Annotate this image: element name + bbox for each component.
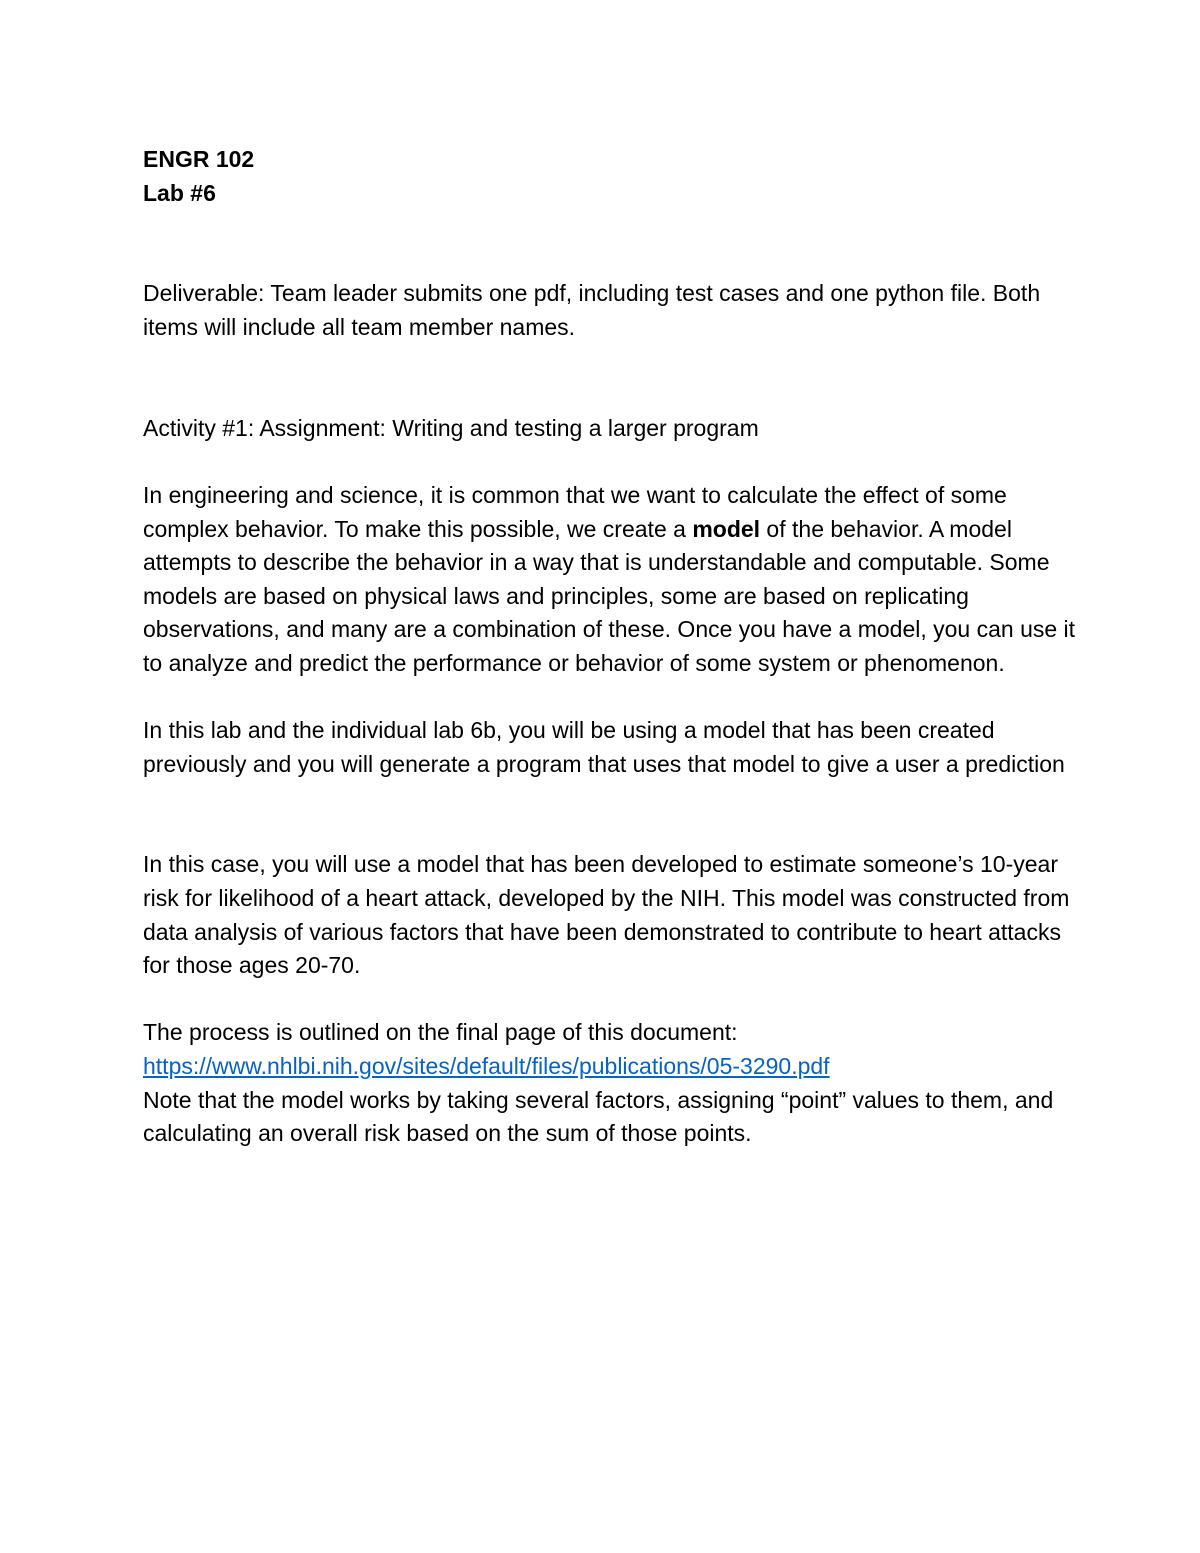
process-note: Note that the model works by taking several factors, assigning “point” values to them, and calculating an overall risk based on the sum of those points. (143, 1086, 1054, 1147)
spacer (143, 210, 1078, 277)
spacer (143, 681, 1078, 715)
lab-paragraph: In this lab and the individual lab 6b, you will be using a model that has been created previously and you will generate a program that uses that model to give a user a prediction (143, 717, 1065, 777)
deliverable-paragraph: Deliverable: Team leader submits one pdf, including test cases and one python file. Both items will include all team member names. (143, 280, 1041, 340)
document-body (143, 143, 1078, 1151)
intro-paragraph (143, 479, 1078, 681)
model-bold-word: model (692, 515, 761, 542)
spacer (143, 445, 1078, 479)
course-title: ENGR 102 (143, 146, 255, 172)
process-intro: The process is outlined on the final page of this document: (143, 1019, 738, 1046)
intro-text-after: of the behavior. A model attempts to describe the behavior in a way that is understandable and computable. Some models are based on physical laws and principles, some are based on replicating observations, and many are a combination of these. Once you have a model, you can use it to analyze and predict the performance or behavior of some system or phenomenon. (143, 515, 1076, 676)
intro-text-before: In engineering and science, it is common that we want to calculate the effect of some complex behavior. To make this possible, we create a (143, 481, 1007, 542)
activity-heading: Activity #1: Assignment: Writing and testing a larger program (143, 414, 759, 441)
lab-title: Lab #6 (143, 179, 216, 206)
case-paragraph: In this case, you will use a model that has been developed to estimate someone’s 10-year risk for likelihood of a heart attack, developed by the NIH. This model was constructed from data analysis of various factors that have been demonstrated to contribute to heart attacks for those ages 20-70. (143, 851, 1070, 979)
publication-link-line (143, 1050, 1078, 1084)
spacer (143, 781, 1078, 848)
spacer (143, 345, 1078, 412)
spacer (143, 983, 1078, 1017)
publication-link[interactable]: https://www.nhlbi.nih.gov/sites/default/files/publications/05-3290.pdf (143, 1053, 830, 1080)
